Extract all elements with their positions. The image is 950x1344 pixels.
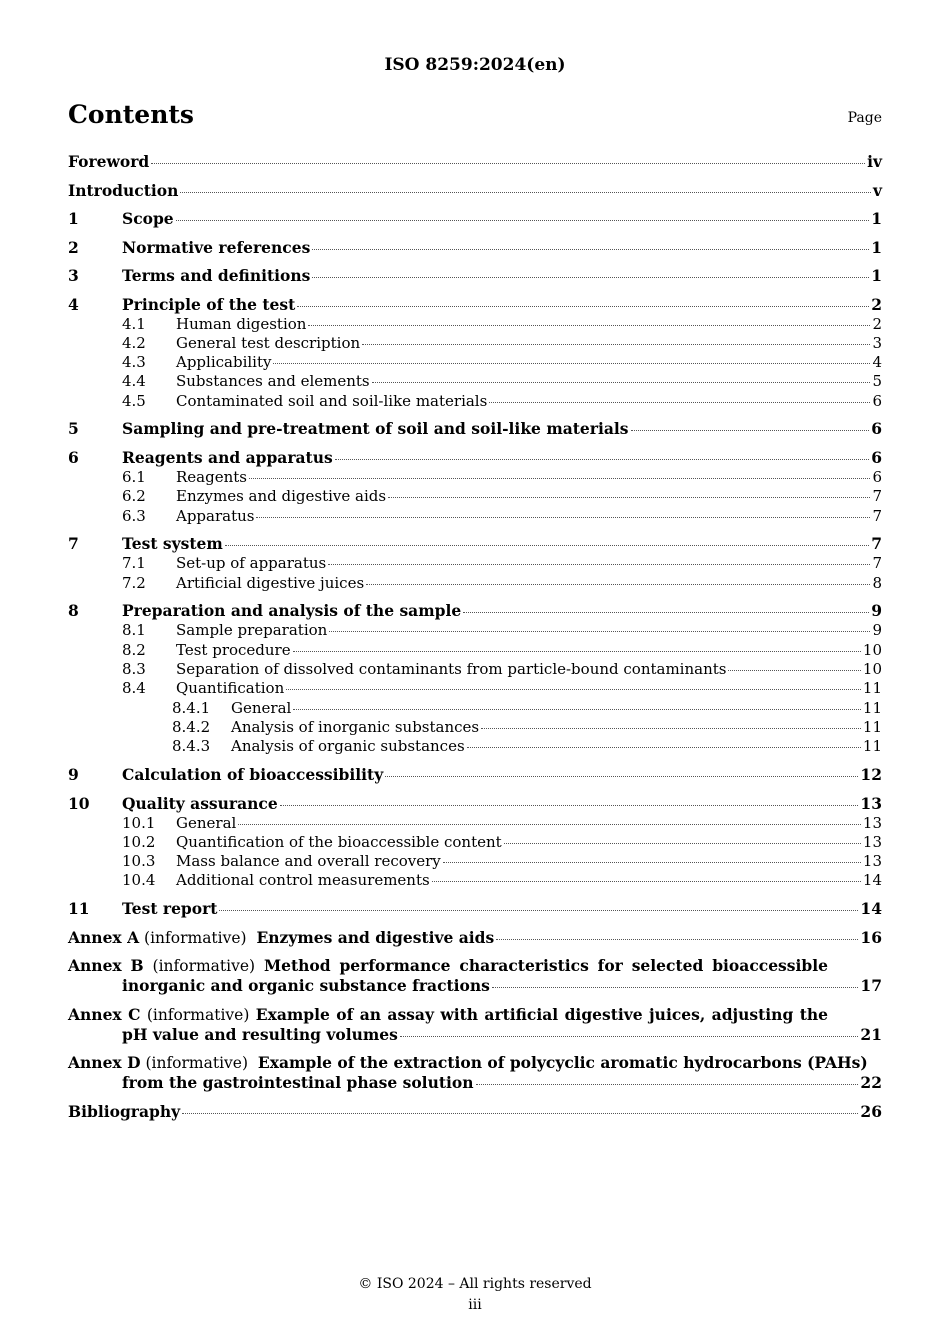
toc-page: 22 [860,1073,882,1093]
toc-number: 2 [68,237,79,257]
leader-dots [308,325,870,326]
toc-page: 1 [871,209,882,228]
toc-title: Set-up of apparatus [176,554,327,573]
annex-title-line2: pH value and resulting volumes [122,1024,398,1044]
toc-title: Bibliography [68,1101,181,1121]
toc-number: 8 [68,601,79,621]
toc-title: Sample preparation [176,621,328,640]
page-number: iii [468,1297,482,1313]
toc-entry-annex-b[interactable] [68,956,882,996]
annex-title: Enzymes and digestive aids [256,927,495,947]
toc-number: 11 [68,899,90,919]
toc-title: Terms and definitions [122,266,311,285]
toc-entry-2[interactable] [68,238,882,258]
toc-entry-3[interactable] [68,266,882,286]
leader-dots [182,1113,858,1114]
toc-title: Normative references [122,237,311,257]
leader-dots [219,910,858,911]
toc-number: 8.4.2 [172,717,211,736]
toc-title: Applicability [176,353,272,372]
toc-page: 10 [862,660,882,679]
leader-dots [362,344,870,345]
leader-dots [504,843,861,844]
leader-dots [293,709,861,710]
annex-title-line1: Method performance characteristics for selected bioaccessible [263,956,828,976]
toc-entry-10-3[interactable] [68,852,882,871]
leader-dots [280,805,859,806]
toc-page: 10 [862,640,882,659]
leader-dots [388,497,870,498]
toc-number: 6.3 [122,506,146,525]
toc-entry-8[interactable] [68,601,882,621]
toc-page: 13 [860,793,882,813]
annex-type: (informative) [144,928,247,947]
leader-dots [297,306,869,307]
toc-entry-10-1[interactable] [68,814,882,833]
toc-page: 9 [872,621,882,640]
annex-label: Annex A [68,927,140,947]
toc-page: 16 [860,927,882,947]
toc-page: 6 [872,391,882,410]
toc-title: Calculation of bioaccessibility [122,765,384,785]
leader-dots [312,277,869,278]
toc-entry-4-2[interactable] [68,334,882,353]
toc-title: Test procedure [176,640,291,659]
toc-number: 4 [68,294,79,314]
table-of-contents [68,152,882,1122]
contents-title: Contents [68,100,195,129]
toc-title: Foreword [68,152,150,171]
toc-page: 9 [871,601,882,621]
leader-dots [329,631,870,632]
toc-number: 5 [68,419,79,439]
leader-dots [481,728,861,729]
leader-dots [238,824,861,825]
leader-dots [328,564,870,565]
toc-title: Quality assurance [122,793,278,813]
toc-page: 11 [862,717,882,736]
toc-number: 4.5 [122,391,146,410]
toc-title: Introduction [68,180,179,200]
toc-number: 4.3 [122,353,146,372]
toc-entry-annex-c[interactable] [68,1005,882,1045]
toc-page: 11 [862,679,882,698]
toc-number: 6.2 [122,487,146,506]
toc-number: 8.4.3 [172,737,211,756]
toc-page: 2 [871,294,882,314]
toc-page: 13 [862,852,882,871]
toc-page: 12 [860,765,882,785]
leader-dots [312,249,869,250]
toc-entry-8-3[interactable] [68,660,882,679]
leader-dots [496,939,858,940]
toc-number: 8.4.1 [172,698,211,717]
toc-entry-foreword[interactable] [68,152,882,172]
annex-title-line1: Example of an assay with artificial digestive juices, adjusting the [255,1004,828,1024]
toc-title: General [231,698,292,717]
toc-entry-6[interactable] [68,448,882,468]
leader-dots [400,1036,859,1037]
toc-entry-10-2[interactable] [68,833,882,852]
toc-entry-8-4-2[interactable] [68,718,882,737]
toc-title: Reagents [176,467,247,486]
toc-page: 13 [862,813,882,832]
leader-dots [463,612,869,613]
toc-title: Human digestion [176,314,307,333]
leader-dots [467,747,861,748]
toc-page: 1 [871,266,882,285]
toc-entry-introduction[interactable] [68,181,882,201]
toc-title: Quantification of the bioaccessible content [176,832,502,851]
toc-title: Substances and elements [176,372,370,391]
toc-entry-4[interactable] [68,295,882,315]
toc-entry-4-3[interactable] [68,353,882,372]
toc-number: 9 [68,765,79,785]
annex-type: (informative) [146,1005,250,1024]
toc-number: 10.3 [122,852,156,871]
toc-entry-6-2[interactable] [68,487,882,506]
toc-page: 21 [860,1024,882,1044]
page-column-label: Page [847,110,882,126]
toc-entry-annex-d[interactable] [68,1053,882,1093]
toc-entry-6-1[interactable] [68,468,882,487]
toc-entry-1[interactable] [68,209,882,229]
toc-number: 10.1 [122,813,156,832]
toc-title: Reagents and apparatus [122,447,333,467]
toc-entry-8-4-3[interactable] [68,737,882,756]
leader-dots [728,670,860,671]
toc-page: 8 [872,573,882,592]
toc-title: Principle of the test [122,294,296,314]
toc-entry-6-3[interactable] [68,507,882,526]
leader-dots [249,478,870,479]
toc-page: iv [867,152,882,171]
leader-dots [432,881,861,882]
annex-type: (informative) [152,957,256,976]
toc-page: 1 [871,237,882,257]
toc-entry-4-4[interactable] [68,372,882,391]
toc-number: 10.4 [122,871,156,890]
leader-dots [492,987,859,988]
toc-entry-11[interactable] [68,899,882,919]
toc-number: 7.1 [122,554,146,573]
annex-title-line2: inorganic and organic substance fractions [122,976,490,996]
leader-dots [151,163,865,164]
toc-title: Analysis of inorganic substances [231,717,480,736]
toc-entry-8-4[interactable] [68,679,882,698]
toc-page: 7 [872,487,882,506]
toc-title: Preparation and analysis of the sample [122,601,462,621]
toc-number: 8.4 [122,679,146,698]
toc-page: 13 [862,832,882,851]
toc-number: 4.4 [122,372,146,391]
leader-dots [443,862,861,863]
toc-page: 11 [862,737,882,756]
leader-dots [225,545,869,546]
toc-entry-4-1[interactable] [68,315,882,334]
toc-number: 4.2 [122,333,146,352]
toc-title: General test description [176,333,361,352]
leader-dots [286,689,861,690]
toc-title: Test system [122,534,223,554]
annex-title-line1: Example of the extraction of polycyclic aromatic hydrocarbons (PAHs) [257,1053,868,1073]
toc-entry-8-2[interactable] [68,641,882,660]
toc-entry-10[interactable] [68,794,882,814]
toc-title: Contaminated soil and soil-like materials [176,391,488,410]
toc-entry-7-2[interactable] [68,574,882,593]
toc-page: 14 [860,899,882,919]
leader-dots [631,430,870,431]
toc-page: 7 [871,534,882,554]
toc-page: 14 [862,871,882,890]
leader-dots [372,382,871,383]
toc-number: 7 [68,534,79,554]
toc-number: 7.2 [122,573,146,592]
toc-title: Apparatus [176,506,255,525]
toc-title: Test report [122,899,218,919]
leader-dots [366,584,870,585]
toc-entry-7-1[interactable] [68,554,882,573]
toc-page: 6 [871,419,882,439]
toc-page: 7 [872,506,882,525]
toc-number: 4.1 [122,314,146,333]
annex-label: Annex B [68,956,144,976]
toc-title: General [176,813,237,832]
annex-title-line2: from the gastrointestinal phase solution [122,1073,474,1093]
toc-page: 6 [871,447,882,467]
toc-page: 5 [872,372,882,391]
toc-page: 6 [872,467,882,486]
leader-dots [293,651,861,652]
toc-number: 8.3 [122,660,146,679]
toc-number: 8.2 [122,640,146,659]
toc-title: Analysis of organic substances [231,737,465,756]
toc-entry-8-1[interactable] [68,621,882,640]
annex-label: Annex C [68,1004,141,1024]
toc-page: 4 [872,353,882,372]
toc-title: Enzymes and digestive aids [176,487,387,506]
leader-dots [489,402,870,403]
toc-title: Sampling and pre-treatment of soil and soil-like materials [122,419,629,439]
leader-dots [180,192,871,193]
toc-page: 7 [872,554,882,573]
document-id: ISO 8259:2024(en) [384,55,566,75]
toc-entry-4-5[interactable] [68,392,882,411]
toc-entry-bibliography[interactable] [68,1102,882,1122]
toc-page: 3 [872,333,882,352]
toc-number: 6.1 [122,467,146,486]
toc-title: Scope [122,209,174,228]
toc-entry-7[interactable] [68,534,882,554]
copyright-footer: © ISO 2024 – All rights reserved [358,1276,592,1292]
toc-entry-5[interactable] [68,419,882,439]
toc-entry-annex-a[interactable] [68,928,882,948]
toc-entry-8-4-1[interactable] [68,699,882,718]
toc-title: Separation of dissolved contaminants from particle-bound contaminants [176,660,727,679]
leader-dots [176,220,870,221]
toc-number: 10.2 [122,832,156,851]
toc-entry-10-4[interactable] [68,871,882,890]
leader-dots [476,1084,859,1085]
toc-number: 8.1 [122,621,146,640]
leader-dots [335,459,869,460]
annex-label: Annex D [68,1053,141,1073]
toc-page: v [872,180,882,200]
toc-page: 11 [862,698,882,717]
toc-number: 10 [68,793,90,813]
toc-page: 2 [872,314,882,333]
toc-title: Additional control measurements [176,871,430,890]
toc-title: Artificial digestive juices [176,573,365,592]
leader-dots [273,363,870,364]
toc-number: 3 [68,266,79,285]
annex-type: (informative) [145,1054,249,1073]
leader-dots [385,776,858,777]
toc-page: 26 [860,1101,882,1121]
toc-title: Mass balance and overall recovery [176,852,441,871]
leader-dots [256,517,870,518]
toc-title: Quantification [176,679,285,698]
toc-page: 17 [860,976,882,996]
toc-entry-9[interactable] [68,765,882,785]
toc-number: 1 [68,209,79,228]
toc-number: 6 [68,447,79,467]
